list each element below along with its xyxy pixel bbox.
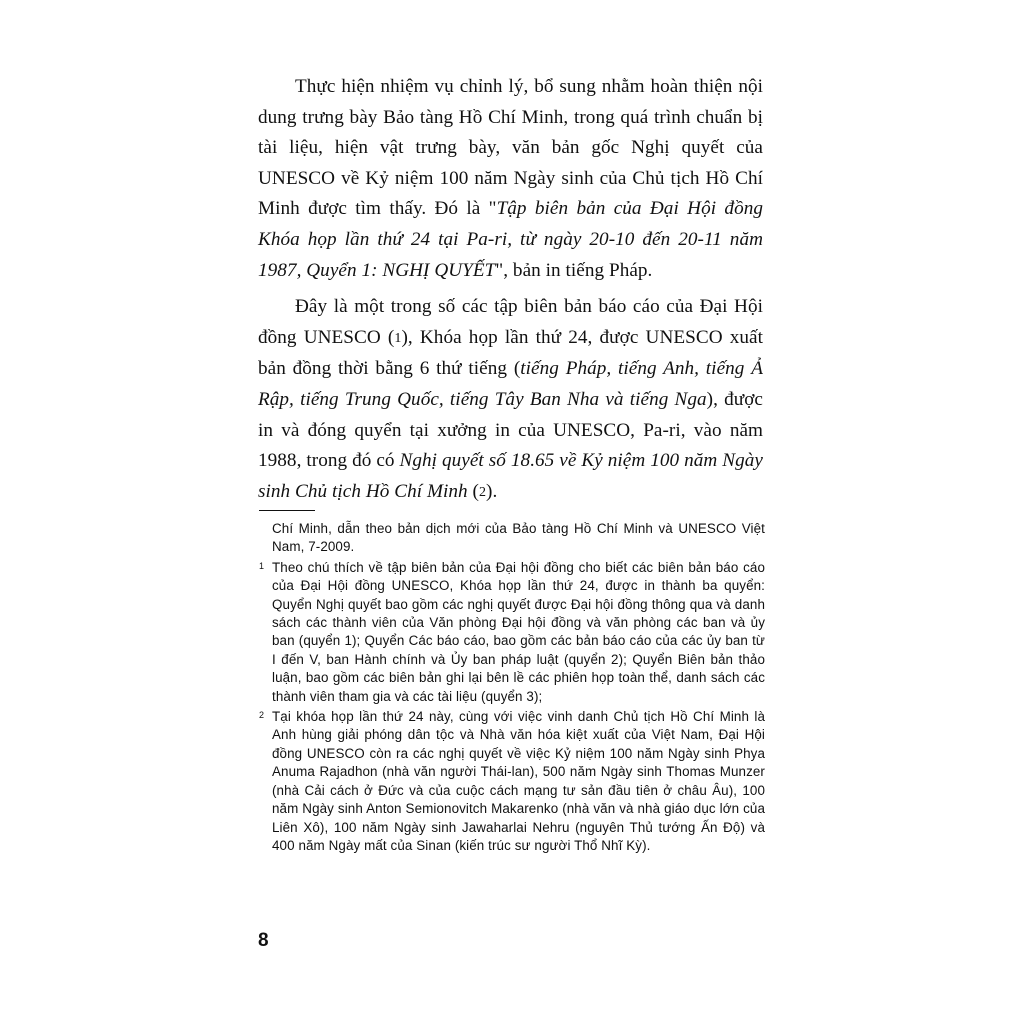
footnote-number: 1 [259,560,265,571]
text-segment: ), Khóa họp lần thứ 24, được UNESCO xuất bản đồng thời bằng 6 thứ tiếng ( [258,326,763,380]
paragraph-1 [258,72,763,286]
footnote-separator [259,510,315,511]
page-number: 8 [258,930,269,951]
footnote-text: Theo chú thích về tập biên bản của Đại hội đồng cho biết các biên bản báo cáo của Đại Hội đồng UNESCO, Khóa họp lần thứ 24, được in thành ba quyển: Quyển Nghị quyết bao gồm các nghị quyết được Đại hội đồng thông qua và danh sách các thành viên của Văn phòng Đại hội đồng và văn phòng các ban và ủy ban (quyển 1); Quyển Các báo cáo, bao gồm các bản báo cáo của các ủy ban từ I đến V, ban Hành chính và Ủy ban pháp luật (quyển 2); Quyển Biên bản thảo luận, bao gồm các biên bản ghi lại bên lề các phiên họp toàn thể, danh sách các thành viên tham gia và các tài liệu (quyển 3); [272,559,765,704]
italic-title-segment: Tập biên bản của Đại Hội đồng Khóa họp lần thứ 24 tại Pa-ri, từ ngày 20-10 đến 20-11 năm 1987, Quyển 1: NGHỊ QUYẾT [258,198,764,281]
footnote-ref-1: 1 [394,330,402,346]
text-segment: ). [486,480,498,502]
footnote-2 [259,708,765,855]
footnotes [259,520,765,857]
text-segment: ( [467,480,479,502]
text-segment: ), được in và đóng quyển tại xưởng in của UNESCO, Pa-ri, vào năm 1988, trong đó có [258,388,763,472]
footnote-text: Chí Minh, dẫn theo bản dịch mới của Bảo tàng Hồ Chí Minh và UNESCO Việt Nam, 7-2009. [272,521,765,555]
text-segment: ", bản in tiếng Pháp. [495,259,653,281]
italic-resolution-segment: Nghị quyết số 18.65 về Kỷ niệm 100 năm Ngày sinh Chủ tịch Hồ Chí Minh [258,450,763,502]
footnote-continuation [259,520,765,557]
text-segment: Thực hiện nhiệm vụ chỉnh lý, bổ sung nhằm hoàn thiện nội dung trưng bày Bảo tàng Hồ Chí Minh, trong quá trình chuẩn bị tài liệu, hiện vật trưng bày, văn bản gốc Nghị quyết của UNESCO về Kỷ niệm 100 năm Ngày sinh của Chủ tịch Hồ Chí Minh được tìm thấy. Đó là " [258,76,763,220]
paragraph-2 [258,292,763,508]
footnote-1 [259,559,765,706]
footnote-ref-2: 2 [478,484,487,500]
footnote-text: Tại khóa họp lần thứ 24 này, cùng với việc vinh danh Chủ tịch Hồ Chí Minh là Anh hùng giải phóng dân tộc và Nhà văn hóa kiệt xuất của Việt Nam, Đại Hội đồng UNESCO còn ra các nghị quyết về việc Kỷ niệm 100 năm Ngày sinh Phya Anuma Rajadhon (nhà văn người Thái-lan), 500 năm Ngày sinh Thomas Munzer (nhà Cải cách ở Đức và của cuộc cách mạng tư sản đầu tiên ở châu Âu), 100 năm Ngày sinh Anton Semionovitch Makarenko (nhà văn và nhà giáo dục lớn của Liên Xô), 100 năm Ngày sinh Jawaharlai Nehru (nguyên Thủ tướng Ấn Độ) và 400 năm Ngày mất của Sinan (kiến trúc sư người Thổ Nhĩ Kỳ). [272,709,765,853]
italic-languages-segment: tiếng Pháp, tiếng Anh, tiếng Ả Rập, tiếng Trung Quốc, tiếng Tây Ban Nha và tiếng Nga [258,358,763,410]
text-segment: Đây là một trong số các tập biên bản báo cáo của Đại Hội đồng UNESCO ( [258,296,763,348]
footnote-number: 2 [259,710,265,721]
body-text [258,72,763,514]
